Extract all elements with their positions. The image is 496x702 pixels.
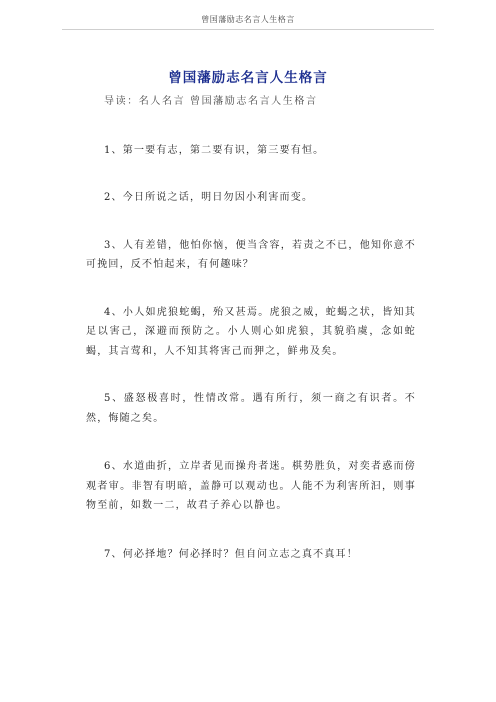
- quote-paragraph-6: 6、水道曲折，立岸者见而操舟者迷。棋势胜负，对奕者惑而傍观者审。非智有明暗，盖静可以观动也。人能不为利害所汩，则事物至前，如数一二，故君子养心以静也。: [86, 461, 416, 511]
- document-title: 曾国藩励志名言人生格言: [168, 70, 328, 86]
- document-body: [86, 92, 416, 564]
- quote-paragraph-2: 2、今日所说之话，明日勿因小利害而变。: [104, 192, 314, 203]
- intro-line: 导读：名人名言 曾国藩励志名言人生格言: [104, 96, 318, 107]
- quote-paragraph-4: 4、小人如虎狼蛇蝎，殆又甚焉。虎狼之威，蛇蝎之状，皆知其足以害己，深避而预防之。小人则心如虎狼，其貌驺虞，念如蛇蝎，其言莺和，人不知其将害己而狎之，鲜弗及矣。: [86, 306, 416, 357]
- quote-paragraph-5: 5、盛怒极喜时，性情改常。遇有所行，须一商之有识者。不然，悔随之矣。: [86, 393, 416, 424]
- quote-paragraph-1: 1、第一要有志，第二要有识，第三要有恒。: [104, 144, 325, 156]
- quote-paragraph-7: 7、何必择地？何必择时？但自问立志之真不真耳！: [104, 548, 358, 560]
- header-divider: [62, 29, 434, 30]
- running-header: 曾国藩励志名言人生格言: [201, 15, 295, 24]
- quote-paragraph-3: 3、人有差错，他怕你恼，便当含容，若责之不已，他知你意不可挽回，反不怕起来，有何趣味？: [86, 239, 416, 270]
